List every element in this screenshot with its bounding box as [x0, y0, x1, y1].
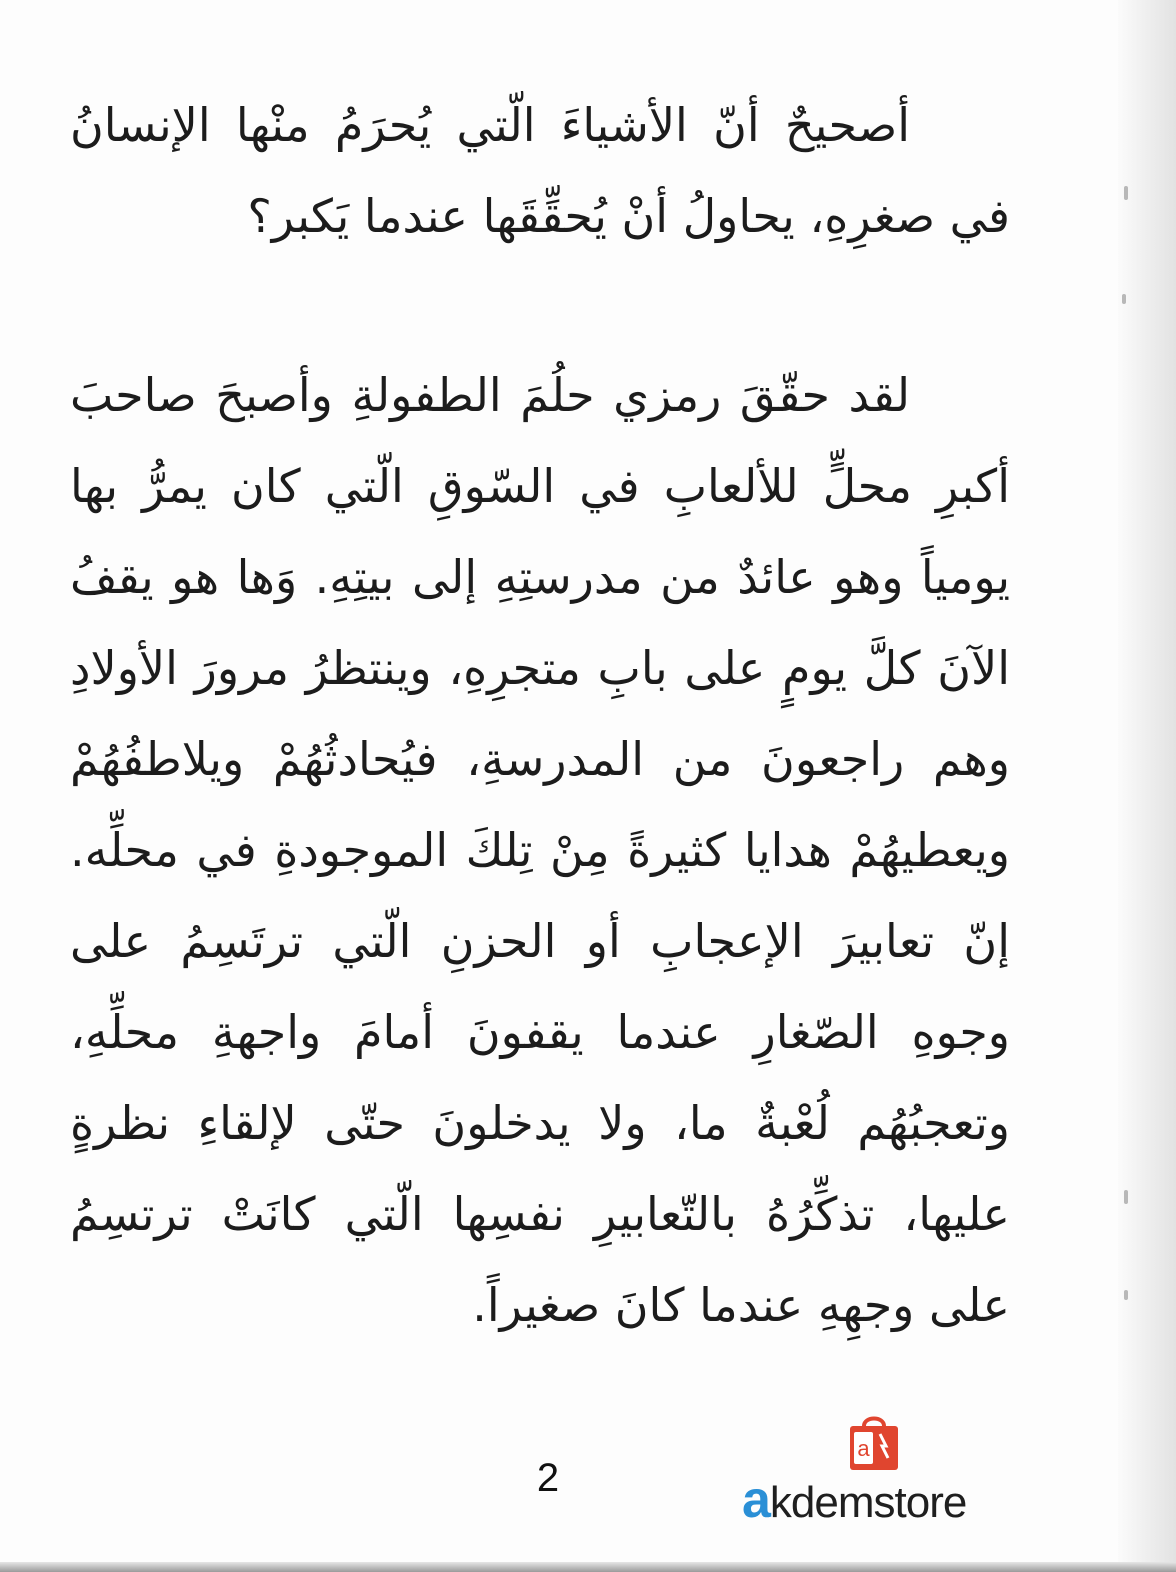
svg-text:a: a [857, 1436, 870, 1461]
brand-name-accent-letter: a [742, 1471, 770, 1529]
edge-mark [1124, 1190, 1128, 1204]
story-paragraph: لقد حقّقَ رمزي حلُمَ الطفولةِ وأصبحَ صاحبَ أكبرِ محلٍّ للألعابِ في السّوقِ الّتي كان يمرُّ بها يومياً وهو عائدٌ من مدرستِهِ إلى بيتِهِ. وَها هو يقفُ الآنَ كلَّ يومٍ على بابِ متجرِهِ، وينتظرُ مرورَ الأولادِ وهم راجعونَ من المدرسةِ، فيُحادثُهُمْ ويلاطفُهُمْ ويعطيهُمْ هدايا كثيرةً مِنْ تِلكَ الموجودةِ في محلِّه. إنّ تعابيرَ الإعجابِ أو الحزنِ الّتي ترتَسِمُ على وجوهِ الصّغارِ عندما يقفونَ أمامَ واجهةِ محلِّهِ، وتعجبُهُم لُعْبةٌ ما، ولا يدخلونَ حتّى لإلقاءِ نظرةٍ عليها، تذكِّرُهُ بالتّعابيرِ نفسِها الّتي كانَتْ ترتسِمُ على وجهِهِ عندما كانَ صغيراً. [70, 368, 1010, 1332]
page-number: 2 [536, 1456, 560, 1500]
opening-question-paragraph: أصحيحٌ أنّ الأشياءَ الّتي يُحرَمُ منْها الإنسانُ في صغرِهِ، يحاولُ أنْ يُحقِّقَها عندما يَكبر؟ [70, 98, 1010, 243]
edge-mark [1122, 294, 1126, 304]
page-bottom-edge [0, 1562, 1176, 1572]
brand-logo [742, 1412, 1022, 1529]
brand-name [742, 1470, 966, 1530]
edge-mark [1124, 1290, 1128, 1300]
page-edge-shadow [1118, 0, 1176, 1572]
shopping-bag-icon [842, 1412, 906, 1472]
edge-mark [1124, 186, 1128, 200]
brand-name-rest: kdemstore [769, 1478, 967, 1527]
